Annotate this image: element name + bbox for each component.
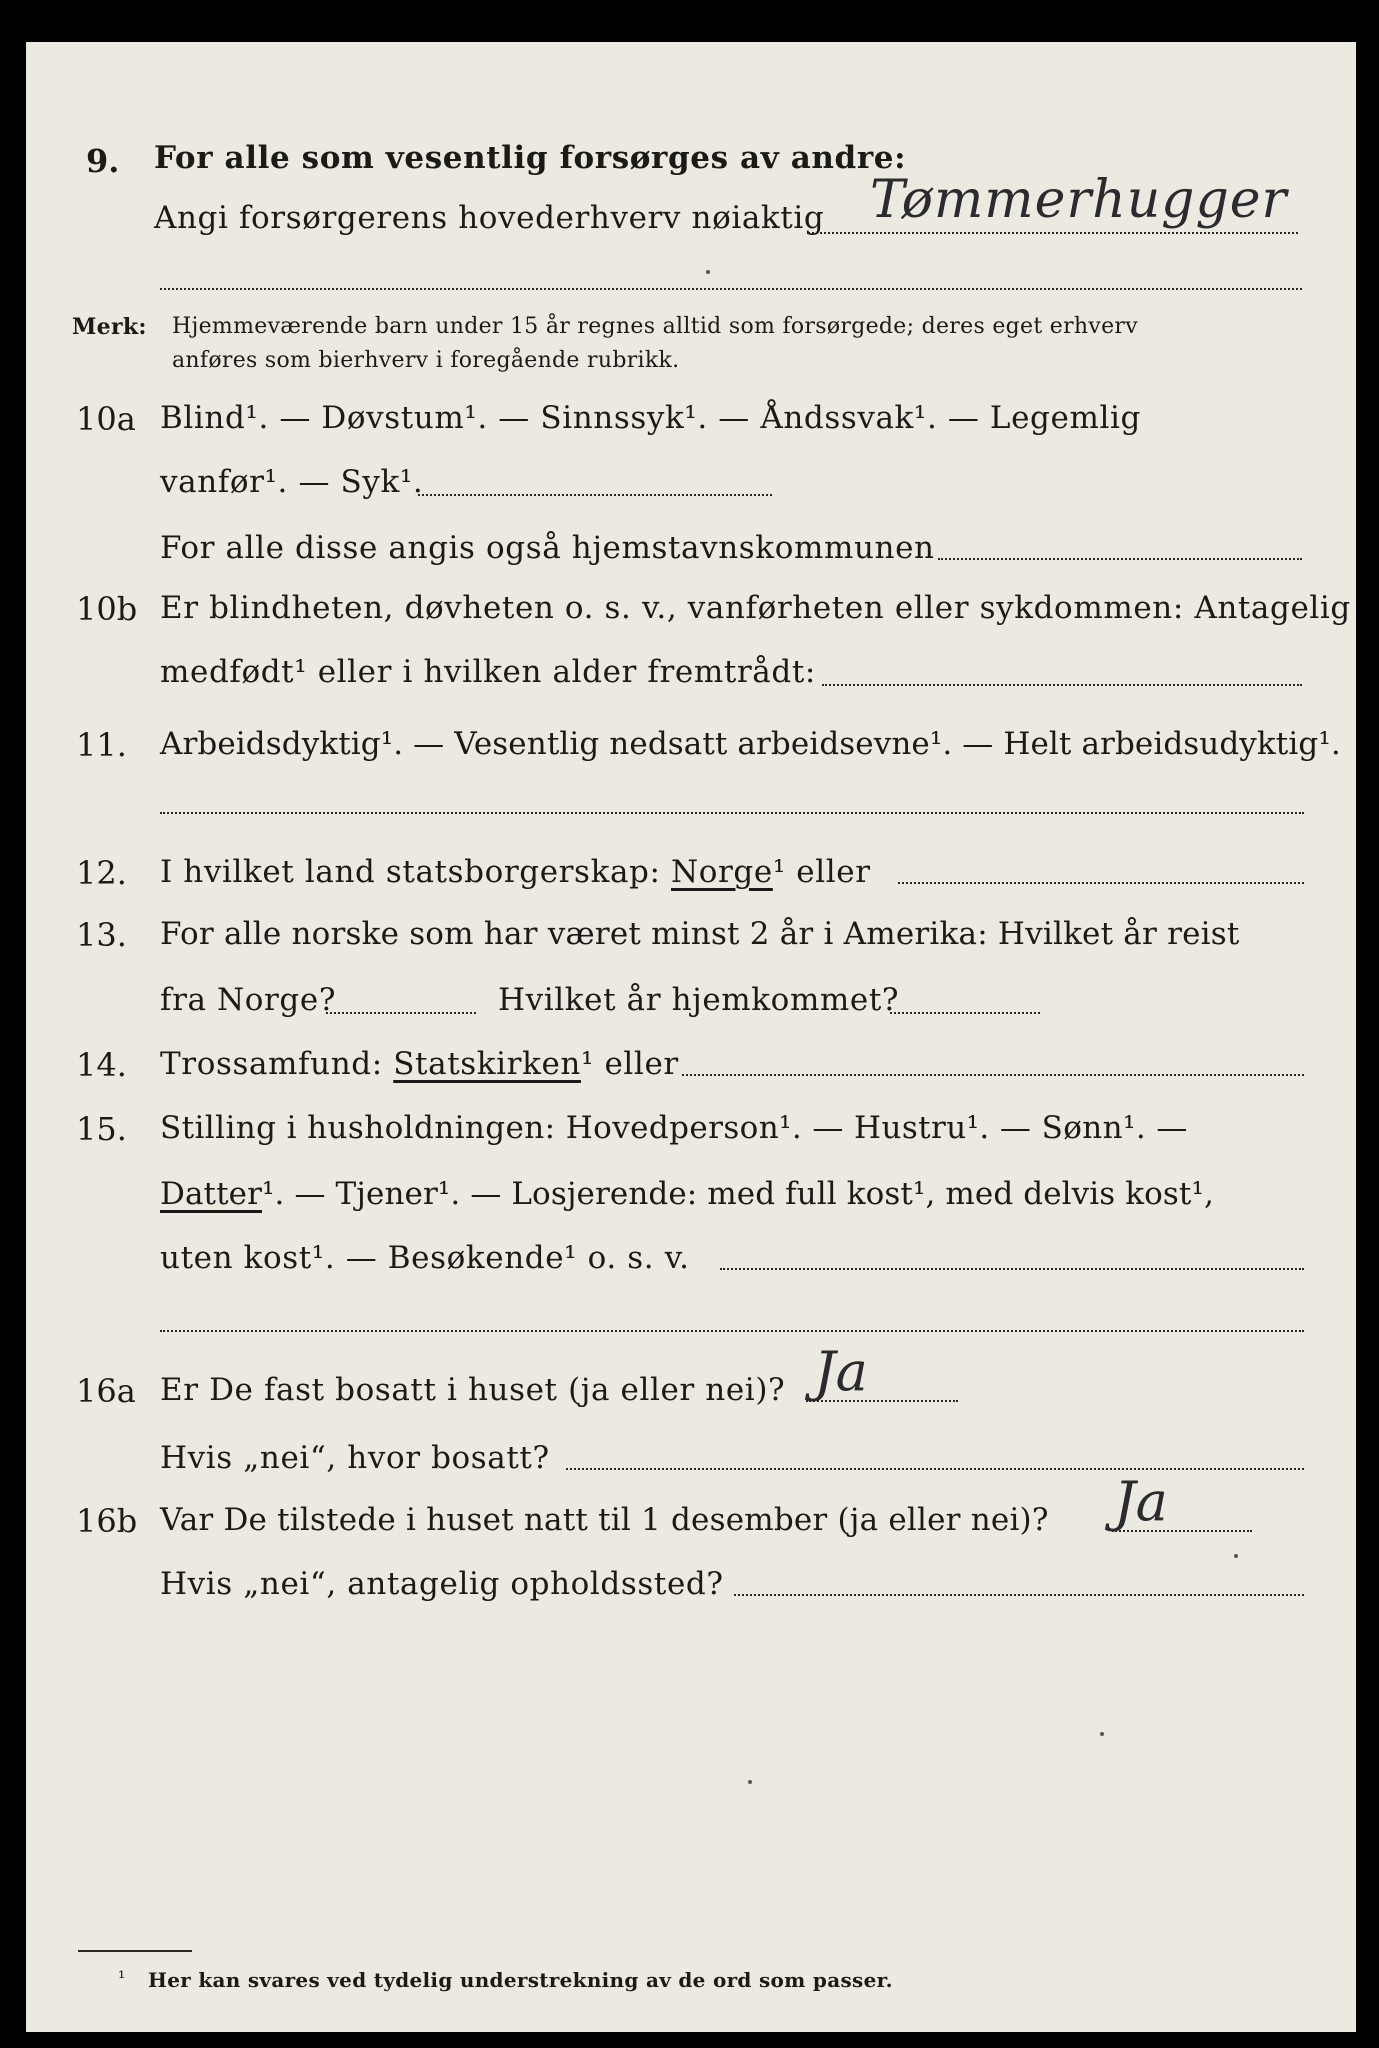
q15-answer-line [720, 1268, 1304, 1270]
q14-statskirken: Statskirken [393, 1046, 581, 1082]
paper-speck [748, 1780, 752, 1784]
q10a-line2: vanfør¹. — Syk¹. [160, 464, 424, 500]
q16a-bosatt-line [566, 1468, 1304, 1470]
q10b-line2: medfødt¹ eller i hvilken alder fremtrådt: [160, 654, 816, 690]
q14-line [160, 1046, 679, 1082]
q12-number: 12. [76, 854, 127, 892]
q13-number: 13. [76, 916, 127, 954]
q14-number: 14. [76, 1046, 127, 1084]
q15-line2 [160, 1176, 1214, 1212]
q15-line1: Stilling i husholdningen: Hovedperson¹. — Hustru¹. — Sønn¹. — [160, 1110, 1188, 1146]
footnote-mark: ¹ [118, 1968, 126, 1989]
q10a-number: 10a [76, 400, 136, 438]
merk-line2: anføres som bierhverv i foregående rubrikk. [172, 348, 680, 373]
q10b-number: 10b [76, 590, 138, 628]
q16b-number: 16b [76, 1502, 138, 1540]
q11-line1: Arbeidsdyktig¹. — Vesentlig nedsatt arbeidsevne¹. — Helt arbeidsudyktig¹. [160, 726, 1341, 762]
q12-line [160, 854, 871, 890]
q16a-line1: Er De fast bosatt i huset (ja eller nei)? [160, 1372, 786, 1408]
q10a-hjemstavn-line [938, 558, 1302, 560]
q9-answer-line [808, 232, 1298, 234]
q15-line2-rest: ¹. — Tjener¹. — Losjerende: med full kost¹, med delvis kost¹, [262, 1176, 1214, 1212]
merk-label: Merk: [72, 314, 147, 340]
census-form-page [26, 42, 1356, 2032]
q13-line1: For alle norske som har været minst 2 år i Amerika: Hvilket år reist [160, 916, 1240, 952]
q14-suffix: ¹ eller [580, 1046, 679, 1082]
footnote-text: Her kan svares ved tydelig understrekning av de ord som passer. [148, 1968, 893, 1992]
q16b-opholdssted-line [734, 1594, 1304, 1596]
q15-datter: Datter [160, 1176, 263, 1212]
q10a-line1: Blind¹. — Døvstum¹. — Sinnssyk¹. — Åndssvak¹. — Legemlig [160, 400, 1141, 436]
q16b-line1: Var De tilstede i huset natt til 1 desember (ja eller nei)? [160, 1502, 1049, 1538]
q16a-handwritten-answer: Ja [814, 1340, 868, 1403]
q12-suffix: ¹ eller [772, 854, 871, 890]
q10b-line1: Er blindheten, døvheten o. s. v., vanførheten eller sykdommen: Antagelig [160, 590, 1351, 626]
q11-answer-line [160, 812, 1304, 814]
q10b-answer-line [822, 684, 1302, 686]
q9-handwritten-answer: Tømmerhugger [870, 170, 1288, 230]
q9-number: 9. [86, 142, 120, 180]
q13-line2b: Hvilket år hjemkommet? [498, 982, 900, 1018]
q15-second-line [160, 1330, 1304, 1332]
q12-answer-line [898, 882, 1304, 884]
q10a-syk-line [418, 494, 772, 496]
q13-line2a: fra Norge? [160, 982, 337, 1018]
q11-number: 11. [76, 726, 127, 764]
paper-speck [1100, 1732, 1104, 1736]
q13-hjemkommet-line [890, 1012, 1040, 1014]
q12-norge: Norge [671, 854, 773, 890]
q14-prefix: Trossamfund: [160, 1046, 383, 1082]
q16b-handwritten-answer: Ja [1114, 1470, 1168, 1533]
q9-line2: Angi forsørgerens hovederhverv nøiaktig [154, 200, 825, 236]
q16a-number: 16a [76, 1372, 136, 1410]
merk-line1: Hjemmeværende barn under 15 år regnes alltid som forsørgede; deres eget erhverv [172, 314, 1138, 339]
q14-answer-line [682, 1074, 1304, 1076]
q16b-line2: Hvis „nei“, antagelig opholdssted? [160, 1566, 724, 1602]
footnote-rule [78, 1950, 192, 1952]
q12-prefix: I hvilket land statsborgerskap: [160, 854, 661, 890]
q15-number: 15. [76, 1110, 127, 1148]
q13-reist-line [326, 1012, 476, 1014]
q15-line3: uten kost¹. — Besøkende¹ o. s. v. [160, 1240, 690, 1276]
q16a-line2: Hvis „nei“, hvor bosatt? [160, 1440, 550, 1476]
q9-second-line [160, 288, 1302, 290]
q10a-line3: For alle disse angis også hjemstavnskommunen [160, 530, 935, 566]
paper-speck [706, 270, 710, 274]
paper-speck [1234, 1554, 1238, 1558]
q9-line1: For alle som vesentlig forsørges av andre: [154, 140, 907, 176]
